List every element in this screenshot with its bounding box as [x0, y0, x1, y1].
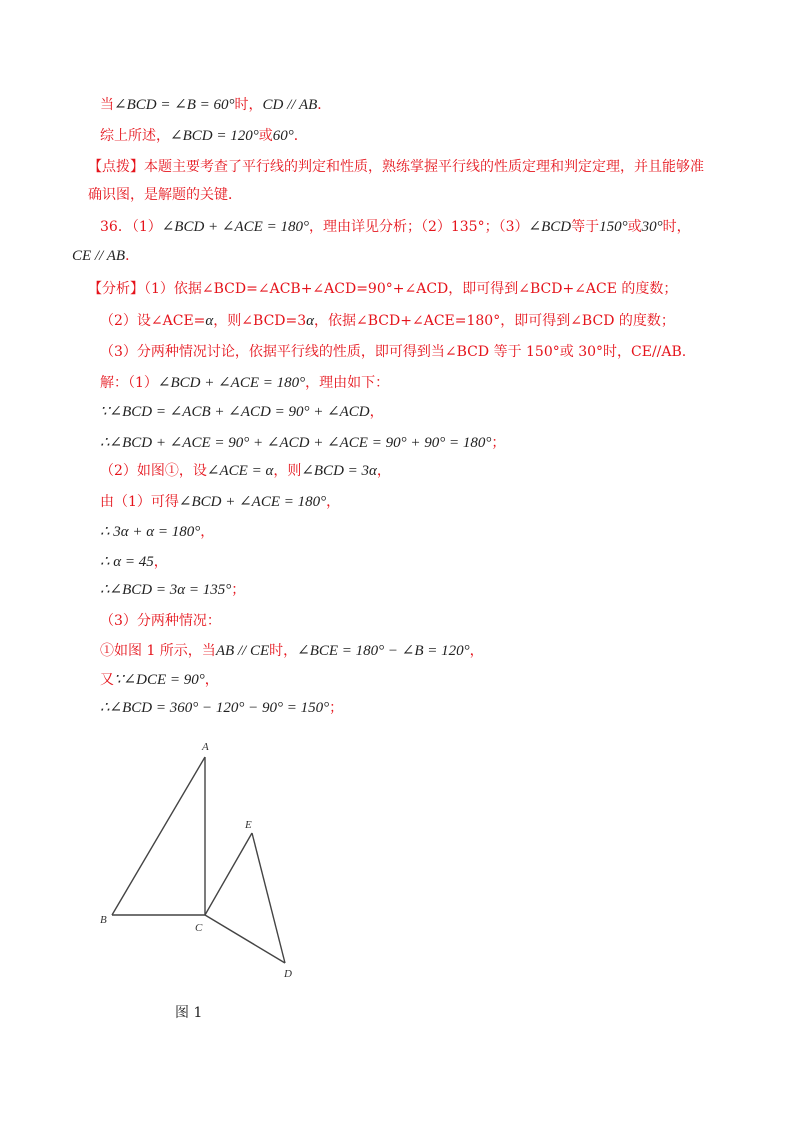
text: ； — [329, 700, 344, 716]
line-9: （3）分两种情况讨论，依据平行线的性质，即可得到当∠BCD 等于 150°或 30°时，CE//AB. — [100, 344, 687, 360]
math: ∠BCD + ∠ACE = 180° — [178, 494, 327, 510]
math: ∠BCD = ∠B = 60° — [114, 97, 235, 113]
label-c: C — [195, 922, 203, 934]
text: ， — [153, 554, 168, 570]
figure-caption: 图 1 — [175, 1005, 203, 1021]
text: ，则 — [273, 463, 302, 479]
text: 由（1）可得 — [100, 494, 179, 510]
text: 时， — [269, 643, 298, 659]
math: ∠BCD = 3α — [301, 463, 377, 479]
text: ． — [293, 128, 308, 144]
text: （2）如图①，设 — [100, 463, 207, 479]
label-e: E — [245, 819, 252, 831]
math: 60° — [272, 128, 294, 144]
text: ． — [125, 248, 140, 264]
line-20 — [100, 670, 219, 690]
math: ∠BCE = 180° − ∠B = 120° — [297, 643, 470, 659]
geometry-figure — [90, 735, 330, 985]
label-d: D — [284, 968, 292, 980]
math: α — [306, 313, 315, 329]
math: ∴∠BCD = 360° − 120° − 90° = 150° — [100, 700, 330, 716]
segment-ed — [252, 833, 285, 963]
line-6 — [72, 246, 139, 266]
line-18: （3）分两种情况： — [100, 613, 221, 629]
label-a: A — [202, 741, 209, 753]
math: ∠ACE = α — [206, 463, 274, 479]
text: ，理由详见分析；（2）135°；（3） — [308, 219, 529, 235]
question-number: 36．（1） — [100, 219, 162, 235]
text: 等于 — [571, 219, 600, 235]
line-3-tip: 【点拨】本题主要考查了平行线的判定和性质，熟练掌握平行线的性质定理和判定定理，并且能够准 — [88, 159, 704, 175]
text: 解：（1） — [100, 375, 158, 391]
text: 时， — [662, 219, 691, 235]
text: ， — [326, 494, 341, 510]
math: 30° — [641, 219, 663, 235]
segment-ce — [205, 833, 252, 915]
line-5-answer-36 — [100, 217, 691, 237]
math: CE // AB — [72, 248, 126, 264]
math: ∠BCD + ∠ACE = 180° — [157, 375, 306, 391]
text: 或 — [627, 219, 642, 235]
text: 综上所述， — [100, 128, 170, 144]
math: ∴∠BCD = 3α = 135° — [100, 582, 232, 598]
text: ， — [376, 463, 391, 479]
math: ∠BCD + ∠ACE = 180° — [161, 219, 309, 235]
line-12 — [100, 433, 505, 453]
line-7-analysis: 【分析】（1）依据∠BCD=∠ACB+∠ACD=90°+∠ACD，即可得到∠BCD+∠ACE 的度数； — [88, 281, 678, 297]
line-4: 确识图，是解题的关键． — [88, 187, 242, 203]
segment-ab — [112, 757, 205, 915]
math: ∵∠BCD = ∠ACB + ∠ACD = 90° + ∠ACD — [100, 404, 370, 420]
line-19 — [100, 641, 484, 661]
math: CD // AB — [262, 97, 318, 113]
text: ， — [200, 524, 215, 540]
math: ∴ α = 45 — [100, 554, 154, 570]
math: 150° — [599, 219, 628, 235]
math: ∵∠DCE = 90° — [114, 672, 205, 688]
line-15 — [100, 522, 214, 542]
line-11 — [100, 402, 384, 422]
text: （2）设∠ACE= — [100, 313, 206, 329]
text: 或 — [258, 128, 273, 144]
line-1 — [100, 95, 331, 115]
text: ，理由如下： — [305, 375, 390, 391]
math: ∠BCD = 120° — [170, 128, 259, 144]
math: ∴∠BCD + ∠ACE = 90° + ∠ACD + ∠ACE = 90° + 90° = 180° — [100, 435, 492, 451]
text: ； — [231, 582, 246, 598]
label-b: B — [100, 914, 107, 926]
text: 又 — [100, 672, 114, 688]
line-14 — [100, 492, 340, 512]
text: ， — [369, 404, 384, 420]
text: ； — [491, 435, 506, 451]
line-16 — [100, 552, 168, 572]
text: 时， — [234, 97, 263, 113]
text: ，则∠BCD=3 — [213, 313, 307, 329]
line-2 — [100, 126, 308, 146]
text: ， — [204, 672, 219, 688]
text: ，依据∠BCD+∠ACE=180°，即可得到∠BCD 的度数； — [314, 313, 675, 329]
math: α — [205, 313, 214, 329]
line-13 — [100, 461, 391, 481]
math: AB // CE — [215, 643, 270, 659]
line-8 — [100, 311, 675, 331]
math: ∠BCD — [528, 219, 572, 235]
line-17 — [100, 580, 245, 600]
line-21 — [100, 698, 343, 718]
segment-cd — [205, 915, 285, 963]
text: ． — [317, 97, 332, 113]
text: ， — [469, 643, 484, 659]
line-10-solution — [100, 373, 389, 393]
math: ∴ 3α + α = 180° — [100, 524, 201, 540]
text: 当 — [100, 97, 114, 113]
text: ①如图 1 所示，当 — [100, 643, 216, 659]
